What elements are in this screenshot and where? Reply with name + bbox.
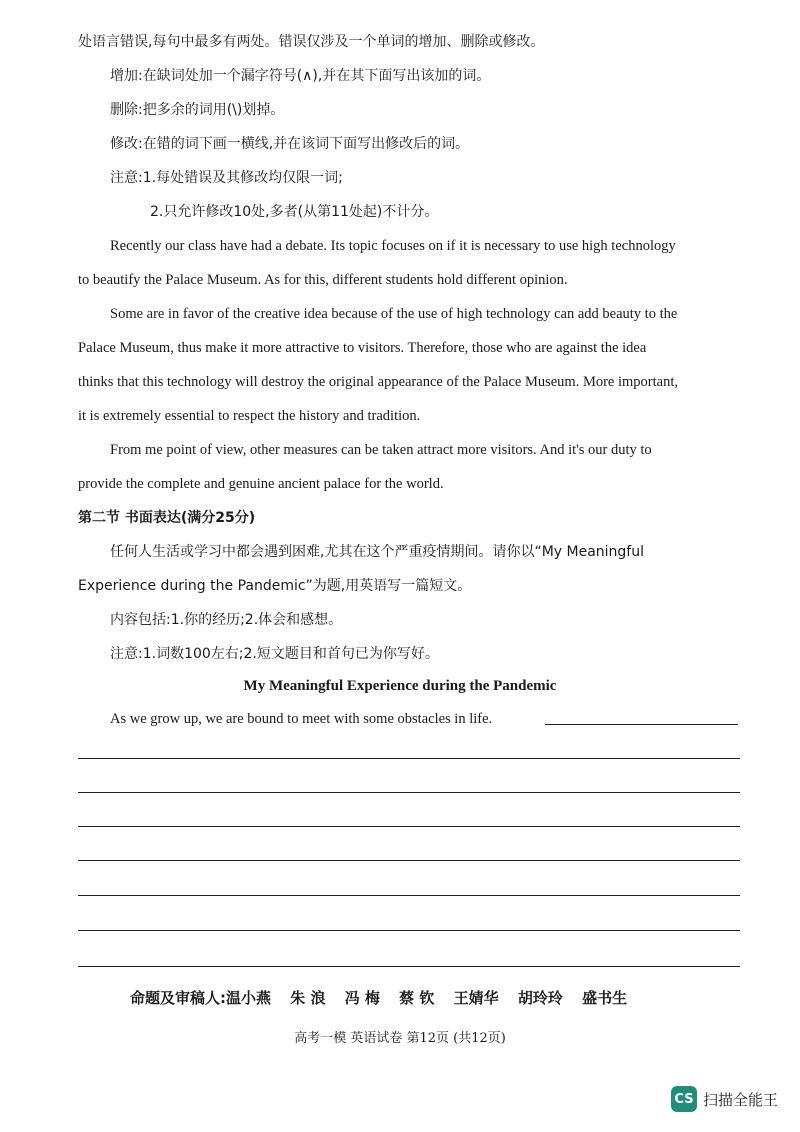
instruction-note-2: 2.只允许修改10处,多者(从第11处起)不计分。 bbox=[150, 204, 439, 220]
essay-title: My Meaningful Experience during the Pandemic bbox=[243, 678, 557, 694]
author-label: 命题及审稿人:温小燕 bbox=[130, 989, 271, 1007]
passage-line: Recently our class have had a debate. Its topic focuses on if it is necessary to use high technology bbox=[110, 238, 676, 254]
answer-line[interactable] bbox=[78, 792, 740, 793]
essay-first-sentence: As we grow up, we are bound to meet with some obstacles in life. bbox=[110, 711, 493, 727]
writing-prompt-line-1: 任何人生活或学习中都会遇到困难,尤其在这个严重疫情期间。请你以“My Meaningful bbox=[110, 544, 645, 560]
scanner-watermark bbox=[671, 1086, 778, 1112]
passage-line: it is extremely essential to respect the history and tradition. bbox=[78, 408, 421, 424]
author-name: 盛书生 bbox=[582, 989, 628, 1007]
answer-line[interactable] bbox=[78, 860, 740, 861]
instruction-note-1: 注意:1.每处错误及其修改均仅限一词; bbox=[110, 170, 343, 186]
answer-line[interactable] bbox=[78, 826, 740, 827]
author-name: 胡玲玲 bbox=[517, 989, 563, 1007]
passage-line: provide the complete and genuine ancient palace for the world. bbox=[78, 476, 444, 492]
passage-line: Palace Museum, thus make it more attractive to visitors. Therefore, those who are against the idea bbox=[78, 340, 647, 356]
watermark-text: 扫描全能王 bbox=[702, 1090, 778, 1109]
author-list bbox=[130, 987, 641, 1008]
author-name: 冯 梅 bbox=[344, 989, 380, 1007]
answer-line[interactable] bbox=[545, 724, 738, 725]
answer-line[interactable] bbox=[78, 966, 740, 967]
answer-line[interactable] bbox=[78, 758, 740, 759]
writing-prompt-line-2: Experience during the Pandemic”为题,用英语写一篇短文。 bbox=[78, 578, 472, 594]
author-name: 王婧华 bbox=[453, 989, 499, 1007]
section-heading: 第二节 书面表达(满分25分) bbox=[78, 510, 256, 526]
passage-line: From me point of view, other measures can be taken attract more visitors. And it's our duty to bbox=[110, 442, 652, 458]
instruction-delete: 删除:把多余的词用(\)划掉。 bbox=[110, 102, 285, 118]
camscanner-logo-icon: CS bbox=[671, 1086, 697, 1112]
page-number: 高考一模 英语试卷 第12页 (共12页) bbox=[294, 1031, 506, 1046]
instruction-line-1: 处语言错误,每句中最多有两处。错误仅涉及一个单词的增加、删除或修改。 bbox=[78, 34, 545, 50]
author-name: 朱 浪 bbox=[290, 989, 326, 1007]
passage-line: thinks that this technology will destroy the original appearance of the Palace Museum. More important, bbox=[78, 374, 678, 390]
instruction-add: 增加:在缺词处加一个漏字符号(∧),并在其下面写出该加的词。 bbox=[110, 68, 491, 84]
writing-content: 内容包括:1.你的经历;2.体会和感想。 bbox=[110, 612, 343, 628]
answer-line[interactable] bbox=[78, 895, 740, 896]
instruction-modify: 修改:在错的词下画一横线,并在该词下面写出修改后的词。 bbox=[110, 136, 470, 152]
passage-line: Some are in favor of the creative idea because of the use of high technology can add beauty to the bbox=[110, 306, 678, 322]
writing-note: 注意:1.词数100左右;2.短文题目和首句已为你写好。 bbox=[110, 646, 439, 662]
passage-line: to beautify the Palace Museum. As for this, different students hold different opinion. bbox=[78, 272, 568, 288]
answer-line[interactable] bbox=[78, 930, 740, 931]
author-name: 蔡 钦 bbox=[399, 989, 435, 1007]
